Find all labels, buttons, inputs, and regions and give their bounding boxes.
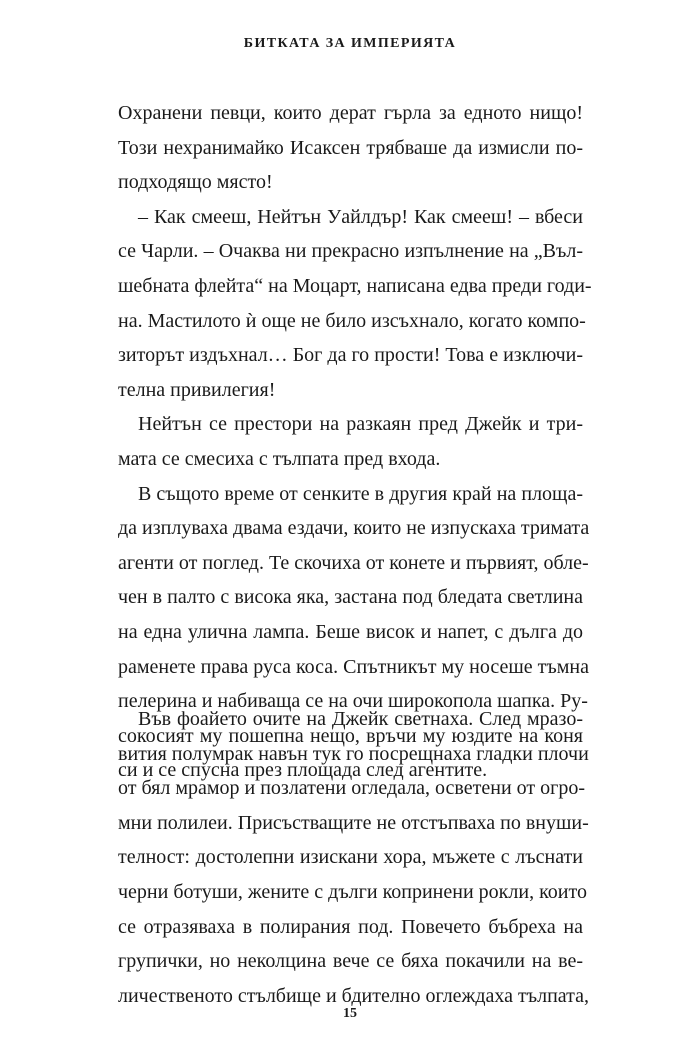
text-line: раменете права руса коса. Спътникът му носеше тъмна xyxy=(118,655,589,678)
body-text-section-1 xyxy=(118,96,592,788)
running-header: БИТКАТА ЗА ИМПЕРИЯТА xyxy=(243,36,457,51)
text-line: чен в палто с висока яка, застана под бледата светлина xyxy=(118,586,583,609)
text-line: сокосият му пошепна нещо, връчи му юздите на коня xyxy=(118,724,583,747)
text-line: на една улична лампа. Беше висок и напет, с дълга до xyxy=(118,620,583,643)
text-line: групички, но неколцина вече се бяха покачили на ве- xyxy=(118,950,583,973)
text-line: Във фоайето очите на Джейк светнаха. След мразо- xyxy=(138,708,583,730)
page-number: 15 xyxy=(343,1006,357,1021)
text-line: агенти от поглед. Те скочиха от конете и първият, обле- xyxy=(118,551,589,574)
text-line: шебната флейта“ на Моцарт, написана едва преди годи- xyxy=(118,274,592,297)
text-line: пелерина и набиваща се на очи широкопола шапка. Ру- xyxy=(118,690,588,713)
text-line: Този нехранимайко Исаксен трябваше да измисли по- xyxy=(118,136,583,159)
text-line: телност: достолепни изискани хора, мъжете с лъснати xyxy=(118,846,583,869)
text-line: телна привилегия! xyxy=(118,378,276,401)
text-line: мни полилеи. Присъстващите не отстъпваха по внуши- xyxy=(118,811,589,834)
text-line: личественото стълбище и бдително оглеждаха тълпата, xyxy=(118,984,590,1007)
text-line: да изплуваха двама ездачи, които не изпускаха тримата xyxy=(118,517,590,540)
text-line: зиторът издъхнал… Бог да го прости! Това е изключи- xyxy=(118,344,583,367)
text-line: Нейтън се престори на разкаян пред Джейк и три- xyxy=(138,413,583,436)
text-line: В същото време от сенките в другия край на площа- xyxy=(138,482,583,505)
text-line: вития полумрак навън тук го посрещнаха гладки плочи xyxy=(118,742,589,765)
text-line: се отразяваха в полирания под. Повечето бъбреха на xyxy=(118,915,583,938)
text-line: се Чарли. – Очаква ни прекрасно изпълнение на „Въл- xyxy=(118,240,583,263)
text-line: подходящо място! xyxy=(118,171,273,194)
text-line: – Как смееш, Нейтън Уайлдър! Как смееш! – вбеси xyxy=(138,205,583,228)
text-line: от бял мрамор и позлатени огледала, осветени от огро- xyxy=(118,777,586,800)
body-text-section-2 xyxy=(118,702,590,1013)
text-line: мата се смесиха с тълпата пред входа. xyxy=(118,447,441,470)
text-line: на. Мастилото ѝ още не било изсъхнало, когато компо- xyxy=(118,309,586,332)
text-line: черни ботуши, жените с дълги копринени рокли, които xyxy=(118,880,587,903)
text-line: Охранени певци, които дерат гърла за едното нищо! xyxy=(118,102,583,124)
text-line: си и се спусна през площада след агентите. xyxy=(118,759,488,782)
